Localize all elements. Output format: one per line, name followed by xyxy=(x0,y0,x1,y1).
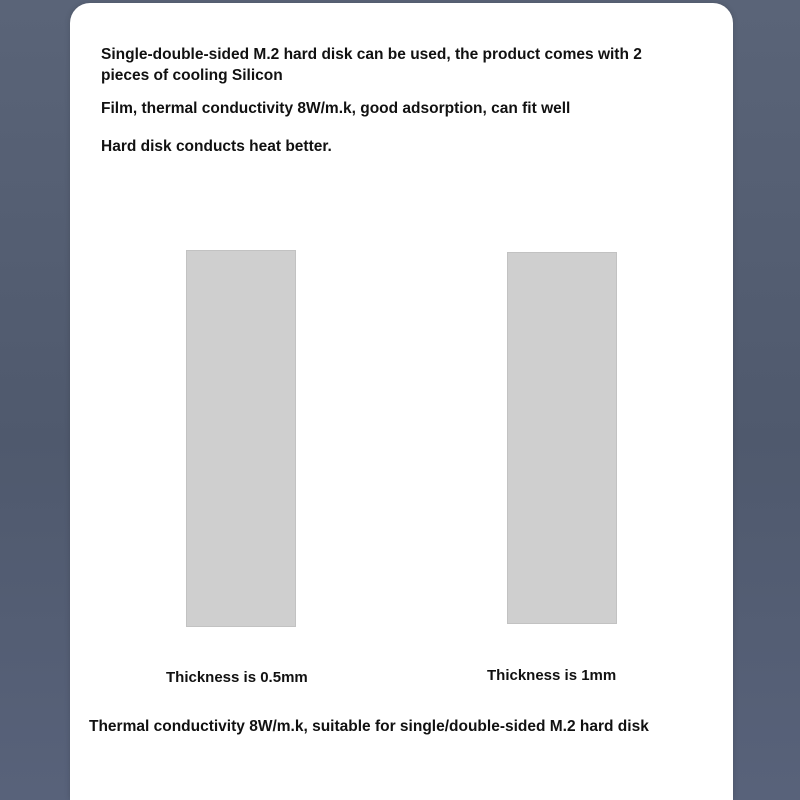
footer-caption: Thermal conductivity 8W/m.k, suitable for single/double-sided M.2 hard disk xyxy=(89,718,649,735)
product-card xyxy=(70,3,733,800)
thermal-pad-1mm xyxy=(507,252,617,624)
description-line-4: Hard disk conducts heat better. xyxy=(101,138,332,155)
description-line-1: Single-double-sided M.2 hard disk can be used, the product comes with 2 xyxy=(101,46,642,63)
thermal-pad-0-5mm xyxy=(186,250,296,627)
thickness-label-0-5mm: Thickness is 0.5mm xyxy=(166,669,308,686)
description-line-2: pieces of cooling Silicon xyxy=(101,67,283,84)
thickness-label-1mm: Thickness is 1mm xyxy=(487,667,617,684)
description-line-3: Film, thermal conductivity 8W/m.k, good adsorption, can fit well xyxy=(101,100,571,117)
